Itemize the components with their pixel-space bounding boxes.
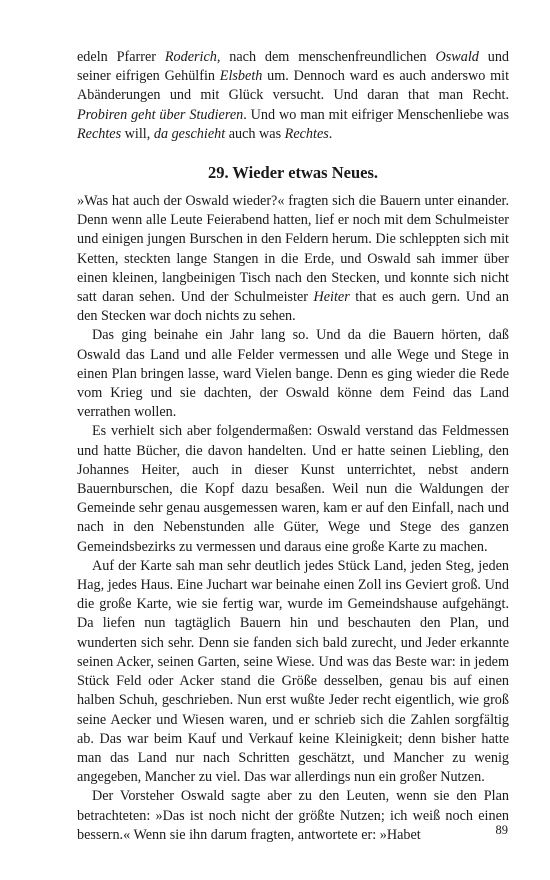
paragraph-1: »Was hat auch der Oswald wieder?« fragten sich die Bauern unter einander. Denn wenn alle Leute Feierabend hatten, lief er noch mit dem Schulmeister und einigen jungen Burschen in den Feldern herum. Die schleppten sich mit Ketten, steckten lange Stangen in die Erde, und Oswald sah immer über einen kleinen, langbeinigen Tisch nach den Stecken, und konnte sich nicht satt daran sehen. Und der Schulmeister Heiter that es auch gern. Und an den Stecken war doch nichts zu sehen. — [77, 193, 509, 325]
chapter-title: 29. Wieder etwas Neues. — [207, 163, 379, 183]
book-page — [77, 48, 509, 845]
paragraph-4: Auf der Karte sah man sehr deutlich jedes Stück Land, jeden Steg, jeden Hag, jedes Haus. Eine Juchart war beinahe einen Zoll ins Geviert groß. Und die große Karte, wie sie fertig war, wurde im Gemeindshause aufgehängt. Da liefen nun tagtäglich Bauern hin und beschauten den Plan, und wunderten sich sehr. Denn sie fanden sich bald zurecht, und Jeder erkannte seinen Acker, seinen Garten, seine Wiese. Und was das Beste war: in jedem Stück Feld oder Acker stand die Größe desselben, genau bis auf einen halben Schuh, geschrieben. Nun erst wußte Jeder recht eigentlich, wie groß seine Aecker und Wiesen waren, und er schrieb sich die Zahlen sorgfältig ab. Das war beim Kauf und Verkauf keine Kleinigkeit; denn bisher hatte man das Land nur nach Schritten geschätzt, und Mancher zu wenig angegeben, Mancher zu viel. Das war allerdings nun ein großer Nutzen. — [77, 557, 509, 786]
intro-paragraph: edeln Pfarrer Roderich, nach dem menschenfreundlichen Oswald und seiner eifrigen Gehülfin Elsbeth um. Dennoch ward es auch anderswo mit Abänderungen und mit Glück versucht. Und daran that man Recht. Probiren geht über Studieren. Und wo man mit eifriger Menschenliebe was Rechtes will, da geschieht auch was Rechtes. — [77, 49, 510, 142]
page-number: 89 — [495, 823, 508, 837]
paragraph-5: Der Vorsteher Oswald sagte aber zu den Leuten, wenn sie den Plan betrachteten: »Das ist noch nicht der größte Nutzen; ich weiß noch einen bessern.« Wenn sie ihn darum fragten, antwortete er: »Habet — [77, 788, 509, 843]
paragraph-3: Es verhielt sich aber folgendermaßen: Oswald verstand das Feldmessen und hatte Bücher, die davon handelten. Und er hatte seinen Liebling, den Johannes Heiter, auch in dieser Kunst unterrichtet, nebst andern Bauernburschen, die Kopf dazu besaßen. Weil nun die Waldungen der Gemeinde sehr genau ausgemessen waren, kam er auf den Einfall, nach und nach in den Nebenstunden alle Güter, Wege und Stege des ganzen Gemeindsbezirks zu vermessen und daraus eine große Karte zu machen. — [77, 423, 509, 555]
paragraph-2: Das ging beinahe ein Jahr lang so. Und da die Bauern hörten, daß Oswald das Land und alle Felder vermessen und alle Wege und Stege in einen Plan bringen lasse, ward Vielen bange. Denn es ging wieder die Rede vom Krieg und sie dachten, der Oswald könne dem Feind das Land verrathen wollen. — [77, 327, 509, 421]
